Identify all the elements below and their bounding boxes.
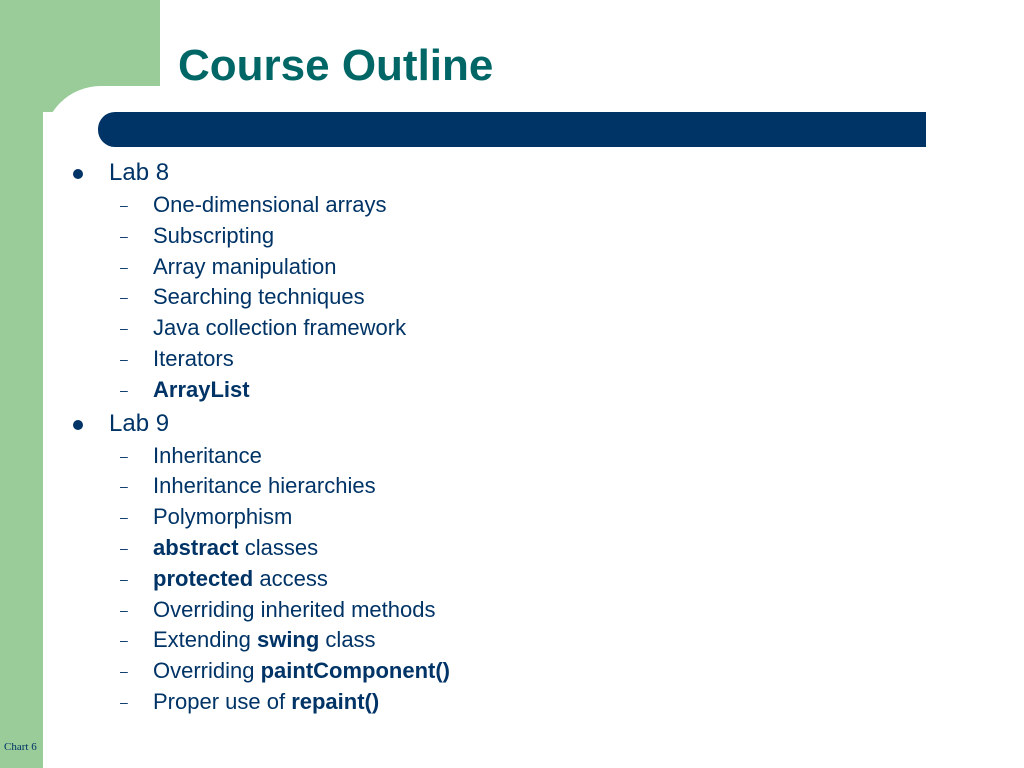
outline-subitem <box>68 595 968 626</box>
subitem-text: Subscripting <box>153 222 275 248</box>
dash-bullet-icon: – <box>120 258 128 275</box>
dash-bullet-icon: – <box>120 197 128 213</box>
outline-subitem <box>68 190 968 221</box>
slide-title: Course Outline <box>178 41 494 90</box>
dash-bullet-icon: – <box>120 663 128 680</box>
bullet-dot-icon <box>73 420 83 430</box>
dash-bullet-icon: – <box>120 632 128 649</box>
outline-subitem <box>68 687 968 718</box>
subitem-text: Inheritance hierarchies <box>153 473 376 499</box>
outline-subitem <box>68 471 968 502</box>
outline-subitem <box>68 313 968 344</box>
subitem-text: Polymorphism <box>153 504 293 530</box>
subitem-text: Array manipulation <box>153 253 337 279</box>
outline-subitem <box>68 656 968 687</box>
subitem-text: access <box>253 565 328 591</box>
subitem-keyword: repaint() <box>291 688 380 714</box>
subitem-text: Inheritance <box>153 442 262 468</box>
outline-subitem <box>68 375 968 406</box>
subitem-keyword: protected <box>153 565 254 591</box>
subitem-text: Proper use of <box>153 688 292 714</box>
outline-subitem <box>68 502 968 533</box>
dash-bullet-icon: – <box>120 539 128 556</box>
slide-footer: Chart 6 <box>4 741 37 753</box>
outline-subitem <box>68 344 968 375</box>
outline-subitem <box>68 441 968 472</box>
section-label: Lab 8 <box>109 159 170 186</box>
outline-section <box>68 155 968 190</box>
outline-section <box>68 406 968 441</box>
title-underline-bar <box>98 112 926 147</box>
dash-bullet-icon: – <box>120 320 128 337</box>
outline-subitem <box>68 252 968 283</box>
subitem-text: Overriding inherited methods <box>153 596 436 622</box>
subitem-text: Extending <box>153 627 257 653</box>
subitem-text: Overriding <box>153 658 261 684</box>
subitem-text: One-dimensional arrays <box>153 192 387 217</box>
outline-subitem <box>68 625 968 656</box>
subitem-keyword: swing <box>256 627 320 653</box>
dash-bullet-icon: – <box>120 227 128 244</box>
dash-bullet-icon: – <box>120 447 128 464</box>
outline-list <box>68 155 968 718</box>
outline-subitem <box>68 533 968 564</box>
dash-bullet-icon: – <box>120 350 128 367</box>
dash-bullet-icon: – <box>120 570 128 587</box>
dash-bullet-icon: – <box>120 509 128 526</box>
outline-subitem <box>68 564 968 595</box>
bullet-dot-icon <box>73 169 83 179</box>
outline-subitem <box>68 221 968 252</box>
outline-subitem <box>68 282 968 313</box>
dash-bullet-icon: – <box>120 601 128 618</box>
subitem-text: Iterators <box>153 345 234 371</box>
subitem-text: Searching techniques <box>153 284 365 310</box>
subitem-keyword: ArrayList <box>153 376 250 402</box>
dash-bullet-icon: – <box>120 289 128 306</box>
subitem-text: Java collection framework <box>153 315 407 341</box>
subitem-text: class <box>319 627 376 653</box>
dash-bullet-icon: – <box>120 478 128 495</box>
subitem-keyword: abstract <box>153 534 239 560</box>
subitem-text: classes <box>238 534 319 560</box>
dash-bullet-icon: – <box>120 693 128 710</box>
subitem-keyword: paintComponent() <box>260 658 450 684</box>
dash-bullet-icon: – <box>120 381 128 398</box>
side-accent-bar <box>0 0 43 768</box>
section-label: Lab 9 <box>109 409 170 437</box>
